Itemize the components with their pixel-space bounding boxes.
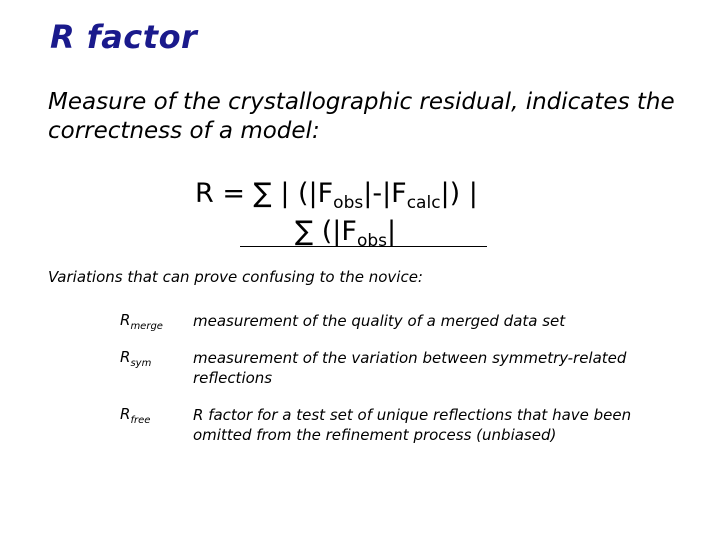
variation-description: measurement of the quality of a merged data set <box>193 312 566 330</box>
variations-heading: Variations that can prove confusing to the novice: <box>48 268 423 286</box>
formula-den-prefix: ∑ (|F <box>295 216 357 247</box>
variation-term <box>120 405 151 426</box>
term-sub: free <box>130 415 151 426</box>
formula-num-suffix: |) | <box>440 178 478 209</box>
formula-num-prefix: R = ∑ | (|F <box>195 178 334 209</box>
formula-num-sub-calc: calc <box>406 193 441 213</box>
variation-description: measurement of the variation between symmetry-related reflections <box>193 349 627 387</box>
formula-num-sub-obs: obs <box>333 193 364 213</box>
variation-term <box>120 348 152 369</box>
page-title: R factor <box>50 18 198 56</box>
formula-den-suffix: | <box>387 216 397 247</box>
term-base: R <box>120 405 131 423</box>
formula-denominator <box>295 216 720 251</box>
variation-term <box>120 311 163 332</box>
formula-numerator <box>195 178 720 213</box>
variation-description: R factor for a test set of unique reflections that have been omitted from the refinement process (unbiased) <box>193 406 632 444</box>
term-base: R <box>120 311 131 329</box>
term-sub: sym <box>130 358 152 369</box>
term-base: R <box>120 348 131 366</box>
intro-text: Measure of the crystallographic residual, indicates the correctness of a model: <box>48 89 675 144</box>
formula-num-mid: |-|F <box>363 178 407 209</box>
term-sub: merge <box>130 321 163 332</box>
formula-den-sub-obs: obs <box>356 231 387 251</box>
